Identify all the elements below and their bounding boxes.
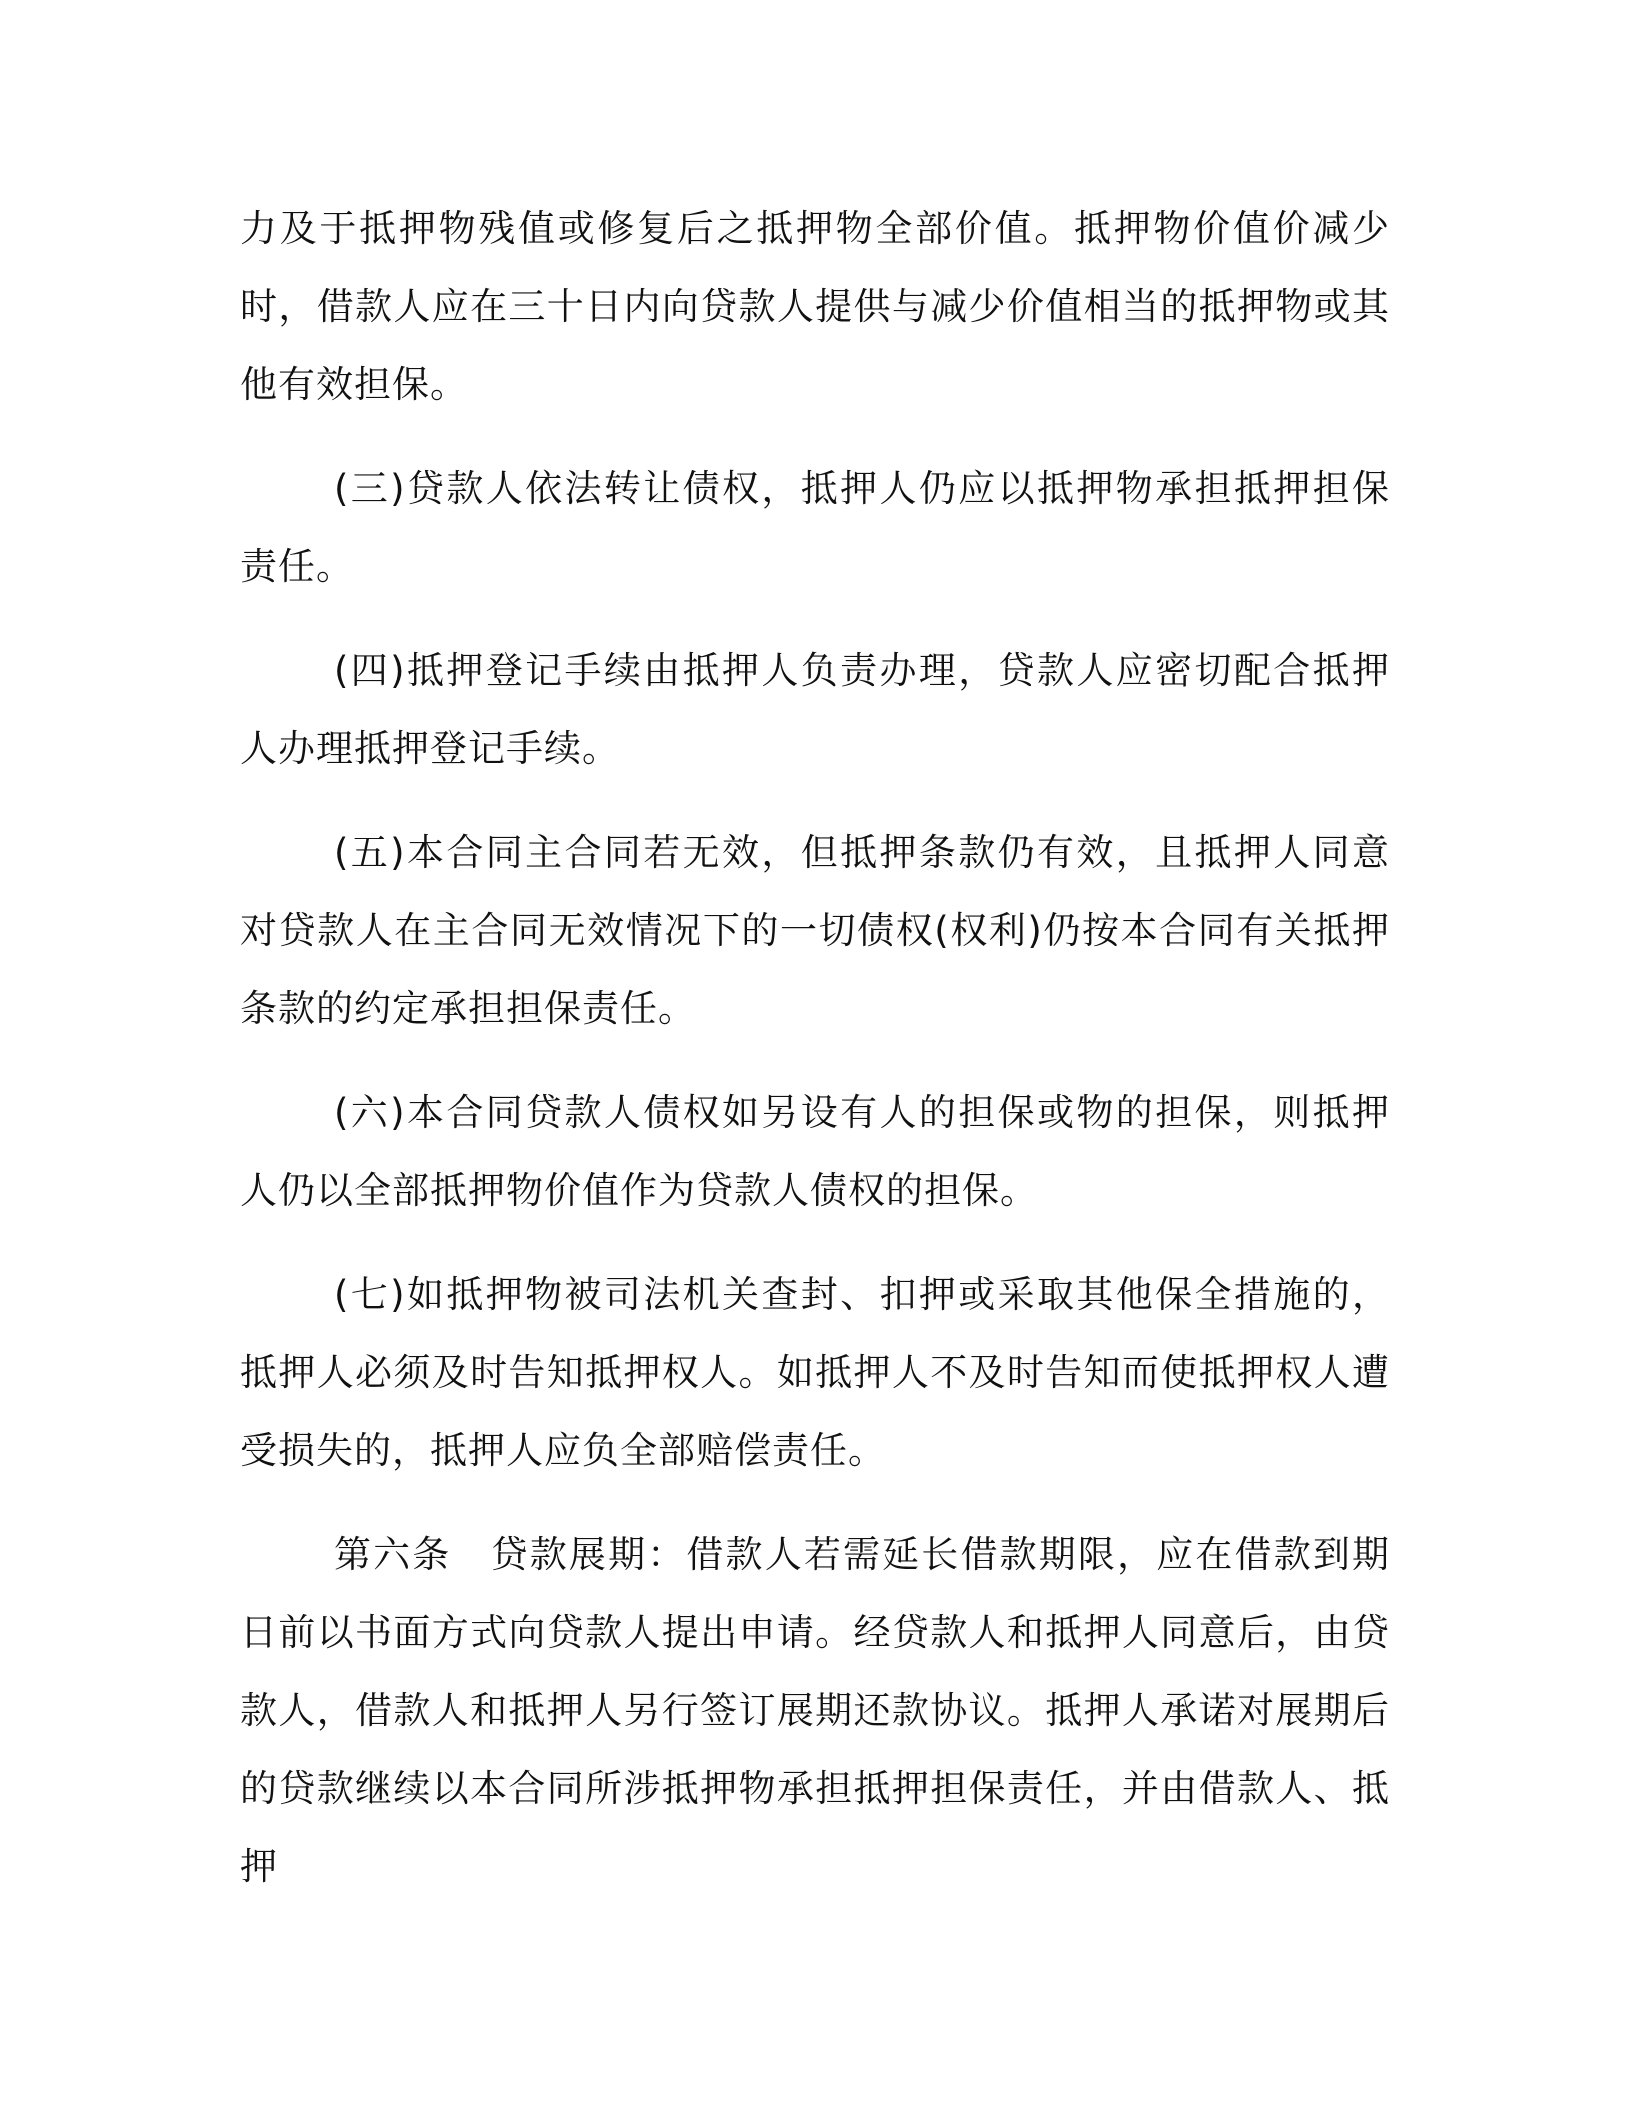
paragraph-article-6: 第六条 贷款展期：借款人若需延长借款期限，应在借款到期日前以书面方式向贷款人提出申请。经贷款人和抵押人同意后，由贷款人，借款人和抵押人另行签订展期还款协议。抵押人承诺对展期后的贷款继续以本合同所涉抵押物承担抵押担保责任，并由借款人、抵押	[240, 1533, 1390, 1888]
paragraph-clause-3: (三)贷款人依法转让债权，抵押人仍应以抵押物承担抵押担保责任。	[240, 467, 1390, 588]
paragraph-clause-7: (七)如抵押物被司法机关查封、扣押或采取其他保全措施的，抵押人必须及时告知抵押权人。如抵押人不及时告知而使抵押权人遭受损失的，抵押人应负全部赔偿责任。	[240, 1273, 1390, 1472]
paragraph-clause-6: (六)本合同贷款人债权如另设有人的担保或物的担保，则抵押人仍以全部抵押物价值作为贷款人债权的担保。	[240, 1091, 1390, 1212]
document-body	[240, 190, 1390, 1932]
paragraph-continuation: 力及于抵押物残值或修复后之抵押物全部价值。抵押物价值价减少时，借款人应在三十日内向贷款人提供与减少价值相当的抵押物或其他有效担保。	[240, 207, 1390, 406]
paragraph-clause-4: (四)抵押登记手续由抵押人负责办理，贷款人应密切配合抵押人办理抵押登记手续。	[240, 649, 1390, 770]
paragraph-clause-5: (五)本合同主合同若无效，但抵押条款仍有效，且抵押人同意对贷款人在主合同无效情况下的一切债权(权利)仍按本合同有关抵押条款的约定承担担保责任。	[240, 831, 1390, 1030]
